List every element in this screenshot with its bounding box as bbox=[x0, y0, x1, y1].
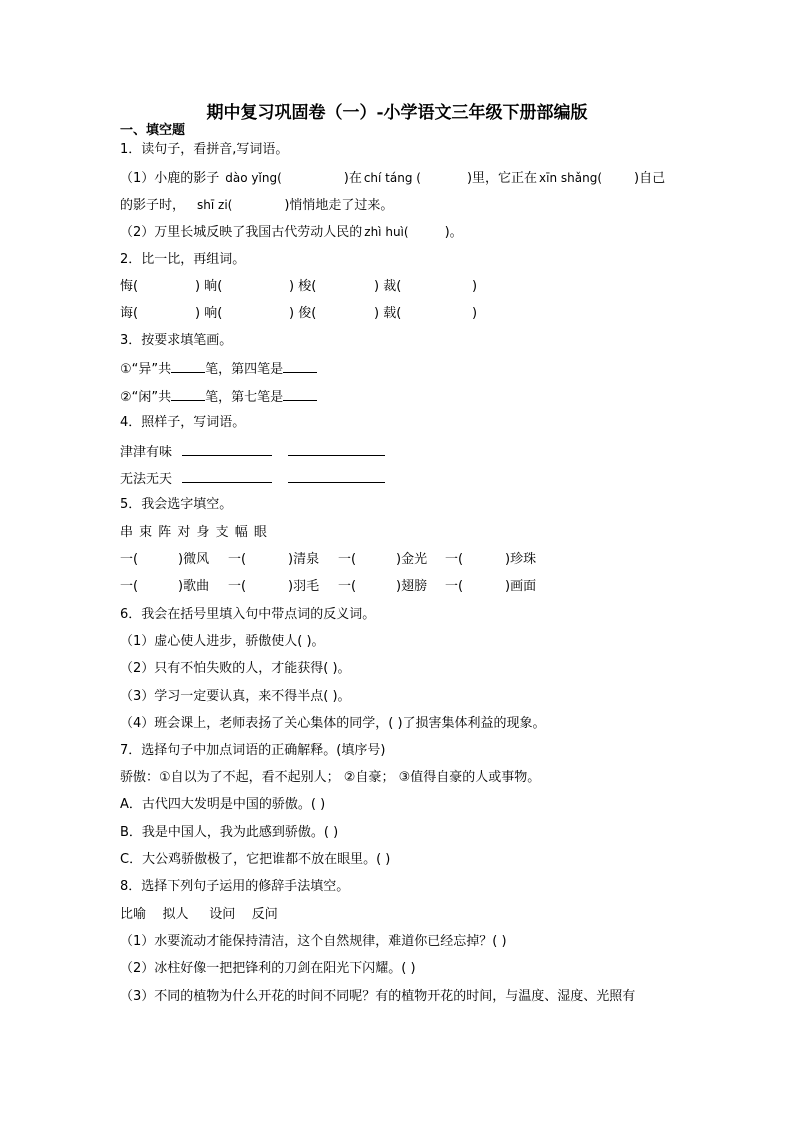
q5-row2-word-4: )画面 bbox=[505, 579, 537, 594]
q3-l1-text-b: 笔，第四笔是 bbox=[205, 362, 284, 377]
q1-sentence-1-line-2 bbox=[120, 197, 393, 214]
q1-s1-text-b: )在 bbox=[343, 171, 362, 186]
q1-s1-text-a: （1）小鹿的影子 bbox=[120, 171, 220, 186]
q2-row2-item-4: ) 载( bbox=[374, 306, 402, 321]
q1-pinyin-xinshang: xīn shǎng( bbox=[539, 171, 603, 185]
q2-row1-item-1: 悔( bbox=[120, 279, 139, 294]
q2-stem: 2．比一比，再组词。 bbox=[120, 252, 246, 267]
q1-s1-text-c: )里，它正在 bbox=[466, 171, 538, 186]
q7-option-b: B．我是中国人，我为此感到骄傲。( ) bbox=[120, 825, 339, 840]
q5-stem: 5．我会选字填空。 bbox=[120, 497, 233, 512]
q5-row2-prefix-3: 一( bbox=[338, 579, 357, 594]
q8-line-2: （2）冰柱好像一把把锋利的刀剑在阳光下闪耀。( ) bbox=[120, 961, 416, 976]
q3-line-1 bbox=[120, 360, 317, 378]
q2-row2-item-5: ) bbox=[472, 306, 478, 321]
q1-pinyin-shizi: shī zi( bbox=[197, 198, 233, 212]
q4-l1-blank-2[interactable] bbox=[288, 443, 385, 456]
q4-line-2 bbox=[120, 470, 385, 488]
q5-row2-prefix-1: 一( bbox=[120, 579, 139, 594]
q5-row2-prefix-2: 一( bbox=[228, 579, 247, 594]
q5-row1-prefix-4: 一( bbox=[445, 552, 464, 567]
q5-row1-word-2: )清泉 bbox=[288, 552, 320, 567]
q4-example-word-1: 津津有味 bbox=[120, 445, 173, 460]
q5-row2-word-3: )翅膀 bbox=[396, 579, 428, 594]
q7-stem: 7．选择句子中加点词语的正确解释。(填序号) bbox=[120, 743, 386, 758]
q3-l2-text-b: 笔，第七笔是 bbox=[205, 390, 284, 405]
q7-option-a: A．古代四大发明是中国的骄傲。( ) bbox=[120, 797, 326, 812]
section-heading-fill-blank: 一、填空题 bbox=[120, 123, 186, 138]
q7-option-c: C．大公鸡骄傲极了，它把谁都不放在眼里。( ) bbox=[120, 852, 391, 867]
q3-l1-blank-stroke[interactable] bbox=[283, 360, 317, 373]
q4-line-1 bbox=[120, 443, 385, 461]
q2-row2-item-1: 诲( bbox=[120, 306, 139, 321]
q4-l2-blank-1[interactable] bbox=[182, 470, 272, 483]
q2-row1-item-5: ) bbox=[472, 279, 478, 294]
q3-l2-blank-stroke[interactable] bbox=[283, 388, 317, 401]
q5-row2-word-2: )羽毛 bbox=[288, 579, 320, 594]
q5-row1-prefix-3: 一( bbox=[338, 552, 357, 567]
q1-s2-text-b: )。 bbox=[444, 225, 463, 240]
q6-stem: 6．我会在括号里填入句中带点词的反义词。 bbox=[120, 607, 376, 622]
q1-s1-text-d: )自己 bbox=[634, 171, 666, 186]
q3-l2-blank-count[interactable] bbox=[171, 388, 205, 401]
q1-s1-text-f: )悄悄地走了过来。 bbox=[284, 198, 394, 213]
q5-row2-prefix-4: 一( bbox=[445, 579, 464, 594]
q2-row1-item-4: ) 裁( bbox=[374, 279, 402, 294]
q4-l1-blank-1[interactable] bbox=[182, 443, 272, 456]
q3-line-2 bbox=[120, 388, 317, 406]
q1-sentence-2 bbox=[120, 224, 463, 241]
q5-row1-word-4: )珍珠 bbox=[505, 552, 537, 567]
q1-pinyin-daoying: dào yǐng( bbox=[225, 171, 282, 185]
q5-row1-word-1: )微风 bbox=[178, 552, 210, 567]
q6-line-1: （1）虚心使人进步，骄傲使人( )。 bbox=[120, 634, 325, 649]
q3-l1-blank-count[interactable] bbox=[171, 360, 205, 373]
q2-row1-item-2: ) 晌( bbox=[195, 279, 223, 294]
q8-line-3: （3）不同的植物为什么开花的时间不同呢？有的植物开花的时间，与温度、湿度、光照有 bbox=[120, 989, 636, 1004]
q8-stem: 8．选择下列句子运用的修辞手法填空。 bbox=[120, 879, 350, 894]
q4-example-word-2: 无法无天 bbox=[120, 472, 173, 487]
q6-line-4: （4）班会课上，老师表扬了关心集体的同学，( )了损害集体利益的现象。 bbox=[120, 716, 546, 731]
q7-definition: 骄傲：①自以为了不起，看不起别人； ②自豪； ③值得自豪的人或事物。 bbox=[120, 770, 541, 785]
q5-character-options: 串 束 阵 对 身 支 幅 眼 bbox=[120, 525, 267, 540]
q5-row1-word-3: )金光 bbox=[396, 552, 428, 567]
q3-l1-text-a: ①“异”共 bbox=[120, 362, 172, 377]
q5-row1-prefix-2: 一( bbox=[228, 552, 247, 567]
q1-stem: 1．读句子，看拼音,写词语。 bbox=[120, 142, 289, 157]
q4-stem: 4．照样子，写词语。 bbox=[120, 415, 246, 430]
q2-row2-item-2: ) 响( bbox=[195, 306, 223, 321]
page-title: 期中复习巩固卷（一）-小学语文三年级下册部编版 bbox=[206, 103, 588, 123]
q4-l2-blank-2[interactable] bbox=[288, 470, 385, 483]
q2-row1-item-3: ) 梭( bbox=[289, 279, 317, 294]
q2-row2-item-3: ) 俊( bbox=[289, 306, 317, 321]
q1-pinyin-zhihui: zhì huì( bbox=[364, 225, 409, 239]
q8-line-1: （1）水要流动才能保持清洁，这个自然规律，难道你已经忘掉？( ) bbox=[120, 934, 507, 949]
q6-line-3: （3）学习一定要认真，来不得半点( )。 bbox=[120, 689, 351, 704]
q1-s1-text-e: 的影子时， bbox=[120, 198, 186, 213]
q5-row2-word-1: )歌曲 bbox=[178, 579, 210, 594]
q8-rhetoric-options: 比喻 拟人 设问 反问 bbox=[120, 907, 278, 922]
q3-stem: 3．按要求填笔画。 bbox=[120, 333, 233, 348]
q1-sentence-1-line-1 bbox=[120, 170, 665, 187]
q1-pinyin-chitang: chí táng ( bbox=[363, 171, 421, 185]
q5-row1-prefix-1: 一( bbox=[120, 552, 139, 567]
q3-l2-text-a: ②“闲”共 bbox=[120, 390, 172, 405]
q6-line-2: （2）只有不怕失败的人，才能获得( )。 bbox=[120, 661, 351, 676]
q1-s2-text-a: （2）万里长城反映了我国古代劳动人民的 bbox=[120, 225, 363, 240]
